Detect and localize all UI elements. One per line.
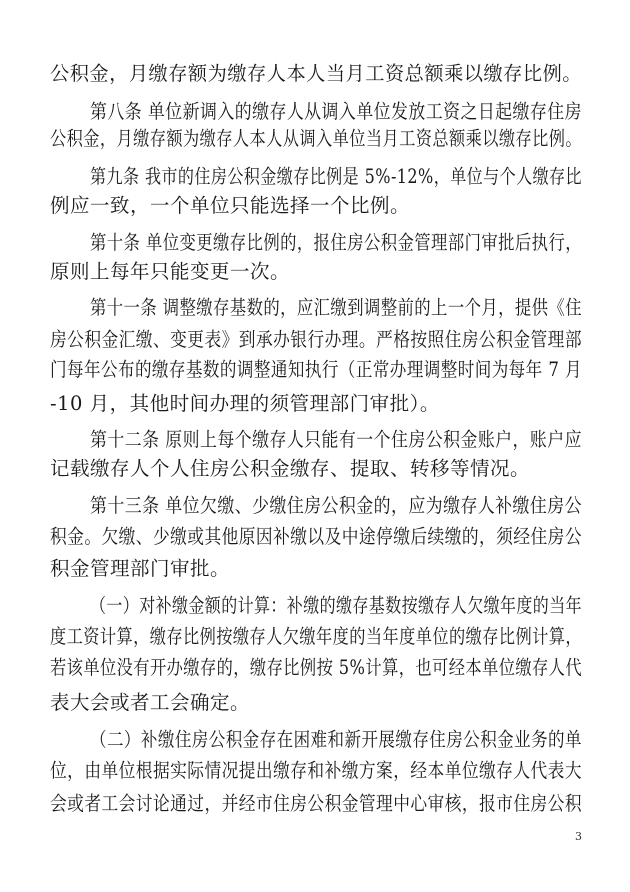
text-line: 第十三条 单位欠缴、少缴住房公积金的，应为缴存人补缴住房公 bbox=[90, 494, 582, 517]
text-line: 积金。欠缴、少缴或其他原因补缴以及中途停缴后续缴的，须经住房公 bbox=[50, 525, 582, 548]
text-line: 房公积金汇缴、变更表》到承办银行办理。严格按照住房公积金管理部 bbox=[50, 328, 582, 351]
text-line: 第八条 单位新调入的缴存人从调入单位发放工资之日起缴存住房 bbox=[90, 100, 582, 123]
text-line: 门每年公布的缴存基数的调整通知执行（正常办理调整时间为每年 7 月 bbox=[50, 358, 582, 381]
text-line: 原则上每年只能变更一次。 bbox=[50, 260, 291, 283]
text-line: 第十条 单位变更缴存比例的，报住房公积金管理部门审批后执行， bbox=[90, 231, 582, 254]
text-line: 第十一条 调整缴存基数的，应汇缴到调整前的上一个月，提供《住 bbox=[90, 296, 582, 319]
text-line: （二）补缴住房公积金存在困难和新开展缴存住房公积金业务的单 bbox=[90, 728, 582, 751]
text-line: 例应一致，一个单位只能选择一个比例。 bbox=[50, 194, 411, 217]
text-line: -10 月，其他时间办理的须管理部门审批）。 bbox=[50, 392, 440, 415]
text-line: （一）对补缴金额的计算：补缴的缴存基数按缴存人欠缴年度的当年 bbox=[90, 594, 582, 617]
text-line: 度工资计算，缴存比例按缴存人欠缴年度的当年度单位的缴存比例计算， bbox=[50, 625, 582, 648]
text-line: 公积金，月缴存额为缴存人本人从调入单位当月工资总额乘以缴存比例。 bbox=[50, 127, 582, 150]
text-line: 位，由单位根据实际情况提出缴存和补缴方案，经本单位缴存人代表大 bbox=[50, 759, 582, 782]
text-line: 表大会或者工会确定。 bbox=[50, 691, 251, 714]
text-line: 积金管理部门审批。 bbox=[50, 557, 231, 580]
text-line: 会或者工会讨论通过，并经市住房公积金管理中心审核，报市住房公积 bbox=[50, 792, 582, 815]
page-number: 3 bbox=[575, 830, 582, 843]
text-line: 第九条 我市的住房公积金缴存比例是 5%-12%，单位与个人缴存比 bbox=[90, 165, 582, 188]
text-line: 公积金，月缴存额为缴存人本人当月工资总额乘以缴存比例。 bbox=[50, 62, 582, 85]
text-line: 第十二条 原则上每个缴存人只能有一个住房公积金账户，账户应 bbox=[90, 428, 582, 451]
text-line: 若该单位没有开办缴存的，缴存比例按 5%计算，也可经本单位缴存人代 bbox=[50, 656, 582, 679]
text-line: 记载缴存人个人住房公积金缴存、提取、转移等情况。 bbox=[50, 457, 531, 480]
